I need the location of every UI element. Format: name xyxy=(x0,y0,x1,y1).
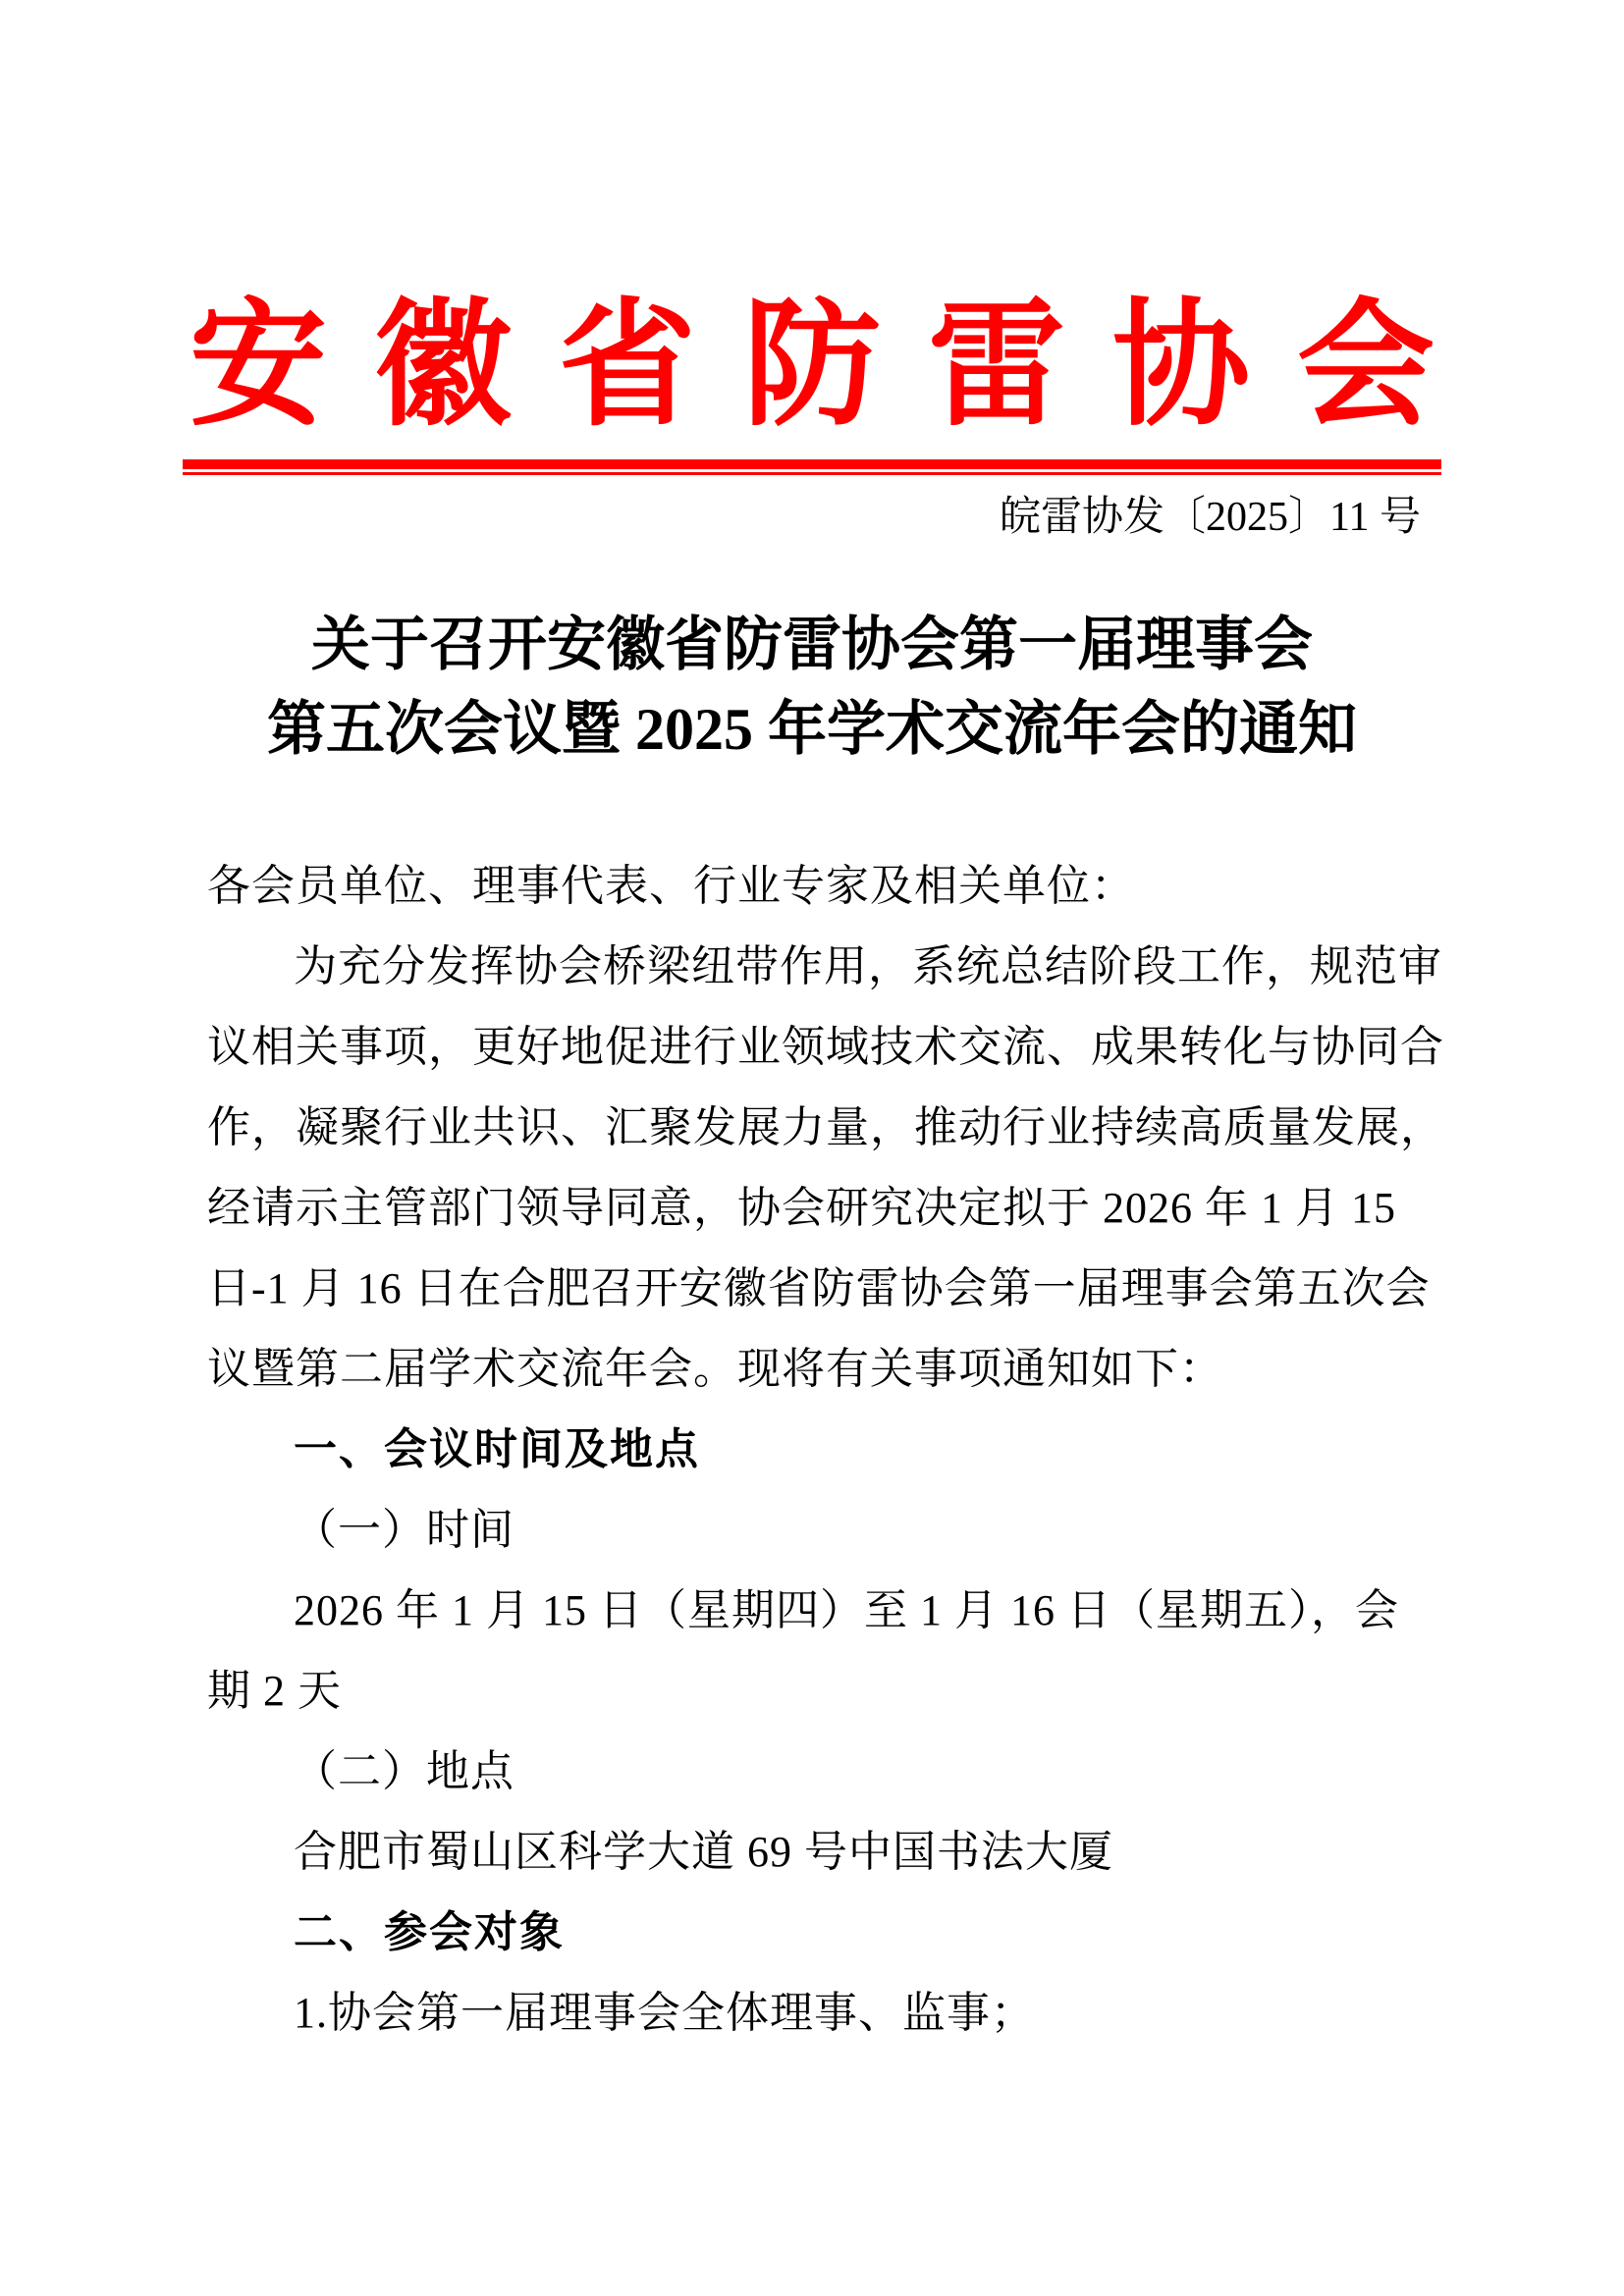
body-line-para1-l6: 议暨第二届学术交流年会。现将有关事项通知如下： xyxy=(207,1345,1223,1393)
subsection-heading-time: （一）时间 xyxy=(294,1506,514,1554)
letterhead-org-name: 安徽省防雷协会 xyxy=(189,291,1482,443)
notice-title-line-2: 第五次会议暨 2025 年学术交流年会的通知 xyxy=(267,697,1357,762)
body-line-time-l2: 期 2 天 xyxy=(207,1667,342,1715)
notice-body xyxy=(207,846,1444,2054)
separator-thick-line xyxy=(183,459,1441,469)
body-line-para1-l2: 议相关事项，更好地促进行业领域技术交流、成果转化与协同合 xyxy=(207,1023,1444,1071)
body-line-para1-l4: 经请示主管部门领导同意，协会研究决定拟于 2026 年 1 月 15 xyxy=(207,1184,1396,1232)
body-line-para1-l1: 为充分发挥协会桥梁纽带作用，系统总结阶段工作，规范审 xyxy=(294,942,1442,990)
document-reference-number: 皖雷协发〔2025〕11 号 xyxy=(1000,495,1421,540)
body-line-para1-l5: 日-1 月 16 日在合肥召开安徽省防雷协会第一届理事会第五次会 xyxy=(207,1264,1431,1312)
body-line-time-l1: 2026 年 1 月 15 日（星期四）至 1 月 16 日（星期五），会 xyxy=(294,1586,1399,1634)
separator-thin-line xyxy=(183,472,1441,475)
section-heading-1: 一、会议时间及地点 xyxy=(294,1425,700,1473)
notice-title xyxy=(0,603,1624,772)
subsection-heading-place: （二）地点 xyxy=(294,1747,514,1795)
body-line-salutation: 各会员单位、理事代表、行业专家及相关单位： xyxy=(207,862,1135,910)
notice-title-line-1: 关于召开安徽省防雷协会第一届理事会 xyxy=(311,613,1313,677)
section-heading-2: 二、参会对象 xyxy=(294,1908,565,1956)
body-line-attendees-item1: 1.协会第一届理事会全体理事、监事； xyxy=(294,1989,1035,2037)
body-line-para1-l3: 作，凝聚行业共识、汇聚发展力量，推动行业持续高质量发展， xyxy=(207,1103,1444,1151)
letterhead-separator xyxy=(183,459,1441,475)
body-line-address: 合肥市蜀山区科学大道 69 号中国书法大厦 xyxy=(294,1828,1113,1876)
